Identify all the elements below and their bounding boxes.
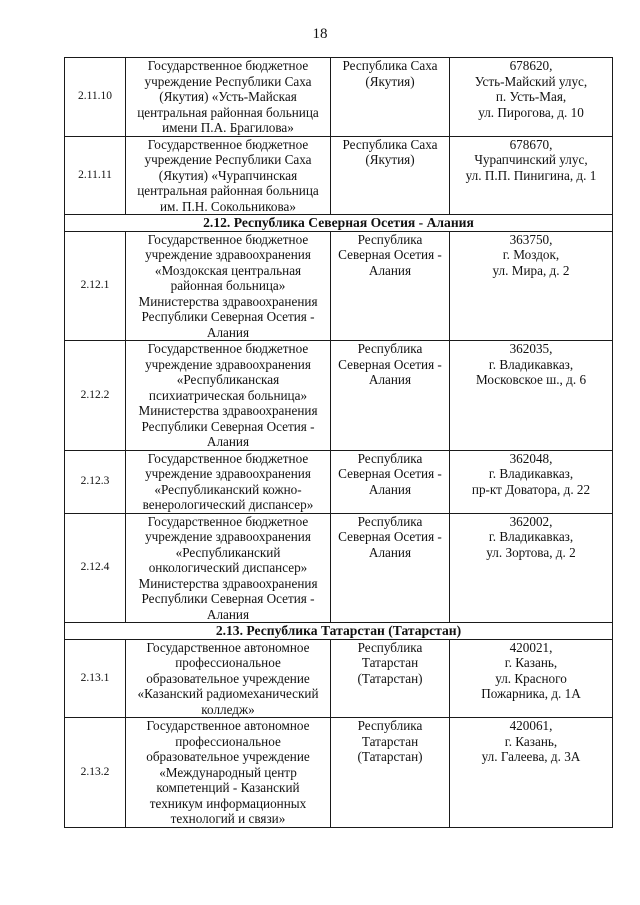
institutions-table-body: [65, 58, 613, 828]
region: Республика Саха (Якутия): [331, 136, 450, 215]
table-row: [65, 718, 613, 828]
address: 678620, Усть-Майский улус, п. Усть-Мая, ул. Пирогова, д. 10: [450, 58, 613, 137]
address: 362035, г. Владикавказ, Московское ш., д. 6: [450, 341, 613, 451]
row-number: 2.13.2: [65, 718, 126, 828]
region: Республика Татарстан (Татарстан): [331, 639, 450, 718]
institution-name: Государственное бюджетное учреждение Республики Саха (Якутия) «Чурапчинская центральная районная больница им. П.Н. Сокольникова»: [126, 136, 331, 215]
address: 678670, Чурапчинский улус, ул. П.П. Пинигина, д. 1: [450, 136, 613, 215]
address: 420021, г. Казань, ул. Красного Пожарника, д. 1А: [450, 639, 613, 718]
table-row: [65, 58, 613, 137]
address: 363750, г. Моздок, ул. Мира, д. 2: [450, 231, 613, 341]
institution-name: Государственное бюджетное учреждение здравоохранения «Республиканская психиатрическая больница» Министерства здравоохранения Республики Северная Осетия - Алания: [126, 341, 331, 451]
table-row: [65, 231, 613, 341]
row-number: 2.11.11: [65, 136, 126, 215]
row-number: 2.11.10: [65, 58, 126, 137]
institution-name: Государственное автономное профессиональное образовательное учреждение «Международный центр компетенций - Казанский техникум информационных технологий и связи»: [126, 718, 331, 828]
address: 420061, г. Казань, ул. Галеева, д. 3А: [450, 718, 613, 828]
section-heading-row: [65, 215, 613, 232]
table-row: [65, 341, 613, 451]
region: Республика Татарстан (Татарстан): [331, 718, 450, 828]
section-title: 2.13. Республика Татарстан (Татарстан): [65, 623, 613, 640]
table-row: [65, 450, 613, 513]
institution-name: Государственное автономное профессиональное образовательное учреждение «Казанский радиомеханический колледж»: [126, 639, 331, 718]
institution-name: Государственное бюджетное учреждение здравоохранения «Моздокская центральная районная больница» Министерства здравоохранения Республики Северная Осетия - Алания: [126, 231, 331, 341]
institution-name: Государственное бюджетное учреждение здравоохранения «Республиканский кожно- венерологический диспансер»: [126, 450, 331, 513]
table-row: [65, 136, 613, 215]
region: Республика Северная Осетия - Алания: [331, 231, 450, 341]
table-row: [65, 639, 613, 718]
row-number: 2.12.4: [65, 513, 126, 623]
row-number: 2.13.1: [65, 639, 126, 718]
region: Республика Саха (Якутия): [331, 58, 450, 137]
region: Республика Северная Осетия - Алания: [331, 450, 450, 513]
page-number: 18: [312, 26, 328, 42]
address: 362048, г. Владикавказ, пр-кт Доватора, д. 22: [450, 450, 613, 513]
section-title: 2.12. Республика Северная Осетия - Алания: [65, 215, 613, 232]
address: 362002, г. Владикавказ, ул. Зортова, д. 2: [450, 513, 613, 623]
row-number: 2.12.2: [65, 341, 126, 451]
section-heading-row: [65, 623, 613, 640]
region: Республика Северная Осетия - Алания: [331, 513, 450, 623]
row-number: 2.12.1: [65, 231, 126, 341]
institutions-table: [64, 57, 613, 828]
region: Республика Северная Осетия - Алания: [331, 341, 450, 451]
institution-name: Государственное бюджетное учреждение Республики Саха (Якутия) «Усть-Майская центральная районная больница имени П.А. Брагилова»: [126, 58, 331, 137]
institution-name: Государственное бюджетное учреждение здравоохранения «Республиканский онкологический диспансер» Министерства здравоохранения Республики Северная Осетия - Алания: [126, 513, 331, 623]
row-number: 2.12.3: [65, 450, 126, 513]
table-row: [65, 513, 613, 623]
